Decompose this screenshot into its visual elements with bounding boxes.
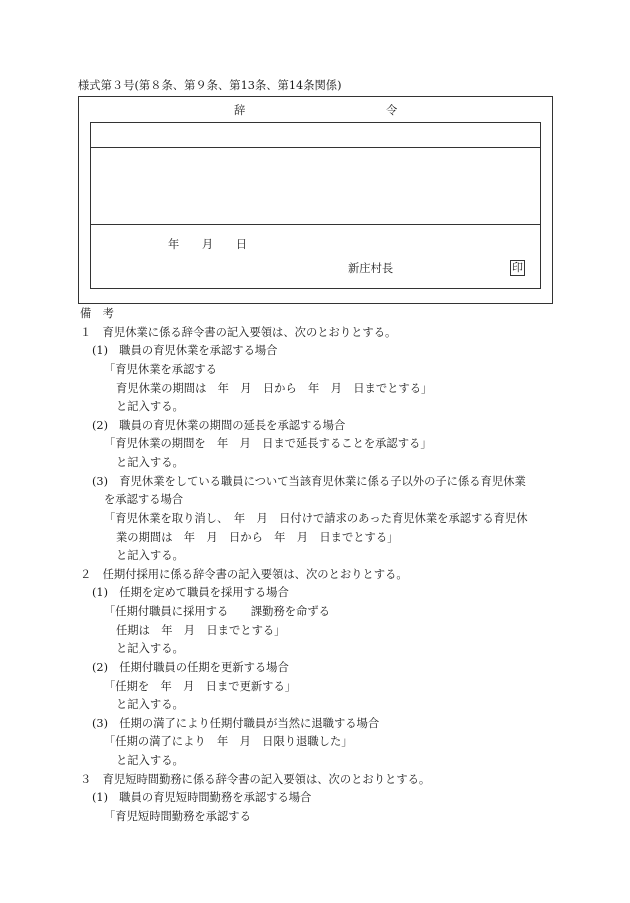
form-divider-lower bbox=[90, 224, 541, 225]
remark-line: と記入する。 bbox=[116, 698, 184, 711]
remark-line: と記入する。 bbox=[116, 754, 184, 767]
remark-line: (3) 任期の満了により任期付職員が当然に退職する場合 bbox=[92, 717, 380, 730]
remark-line: 「育児休業を承認する bbox=[104, 363, 217, 376]
form-issuer: 新庄村長 bbox=[348, 262, 394, 275]
remark-line: 「育児休業の期間を 年 月 日まで延長することを承認する」 bbox=[104, 437, 432, 450]
remark-line: 「育児短時間勤務を承認する bbox=[104, 810, 251, 823]
remark-line: と記入する。 bbox=[116, 456, 184, 469]
remark-line: と記入する。 bbox=[116, 642, 184, 655]
remark-line: を承認する場合 bbox=[104, 493, 184, 506]
remark-line: (3) 育児休業をしている職員について当該育児休業に係る子以外の子に係る育児休業 bbox=[92, 475, 526, 488]
form-divider-upper bbox=[90, 147, 541, 148]
remarks-heading: 備 考 bbox=[80, 307, 114, 320]
remark-line: (2) 職員の育児休業の期間の延長を承認する場合 bbox=[92, 419, 346, 432]
remark-line: ２ 任期付採用に係る辞令書の記入要領は、次のとおりとする。 bbox=[80, 568, 408, 581]
remark-line: (1) 職員の育児短時間勤務を承認する場合 bbox=[92, 791, 312, 804]
remark-line: 「育児休業を取り消し、 年 月 日付けで請求のあった育児休業を承認する育児休 bbox=[104, 512, 528, 525]
remark-line: 「任期を 年 月 日まで更新する」 bbox=[104, 680, 297, 693]
form-header: 様式第３号(第８条、第９条、第13条、第14条関係) bbox=[78, 79, 342, 92]
remark-line: ３ 育児短時間勤務に係る辞令書の記入要領は、次のとおりとする。 bbox=[80, 773, 431, 786]
remark-line: 任期は 年 月 日までとする」 bbox=[116, 624, 286, 637]
remark-line: 「任期の満了により 年 月 日限り退職した」 bbox=[104, 735, 353, 748]
remark-line: 育児休業の期間は 年 月 日から 年 月 日までとする」 bbox=[116, 382, 433, 395]
seal-mark: 印 bbox=[512, 261, 523, 274]
remark-line: 業の期間は 年 月 日から 年 月 日までとする」 bbox=[116, 531, 399, 544]
form-title-char-2: 令 bbox=[386, 104, 398, 117]
remark-line: (1) 任期を定めて職員を採用する場合 bbox=[92, 586, 289, 599]
remark-line: (2) 任期付職員の任期を更新する場合 bbox=[92, 661, 289, 674]
remark-line: １ 育児休業に係る辞令書の記入要領は、次のとおりとする。 bbox=[80, 326, 397, 339]
remark-line: 「任期付職員に採用する 課勤務を命ずる bbox=[104, 605, 330, 618]
remark-line: (1) 職員の育児休業を承認する場合 bbox=[92, 344, 278, 357]
remark-line: と記入する。 bbox=[116, 549, 184, 562]
form-title-char-1: 辞 bbox=[234, 104, 246, 117]
remark-line: と記入する。 bbox=[116, 400, 184, 413]
form-date-line: 年 月 日 bbox=[168, 238, 248, 251]
